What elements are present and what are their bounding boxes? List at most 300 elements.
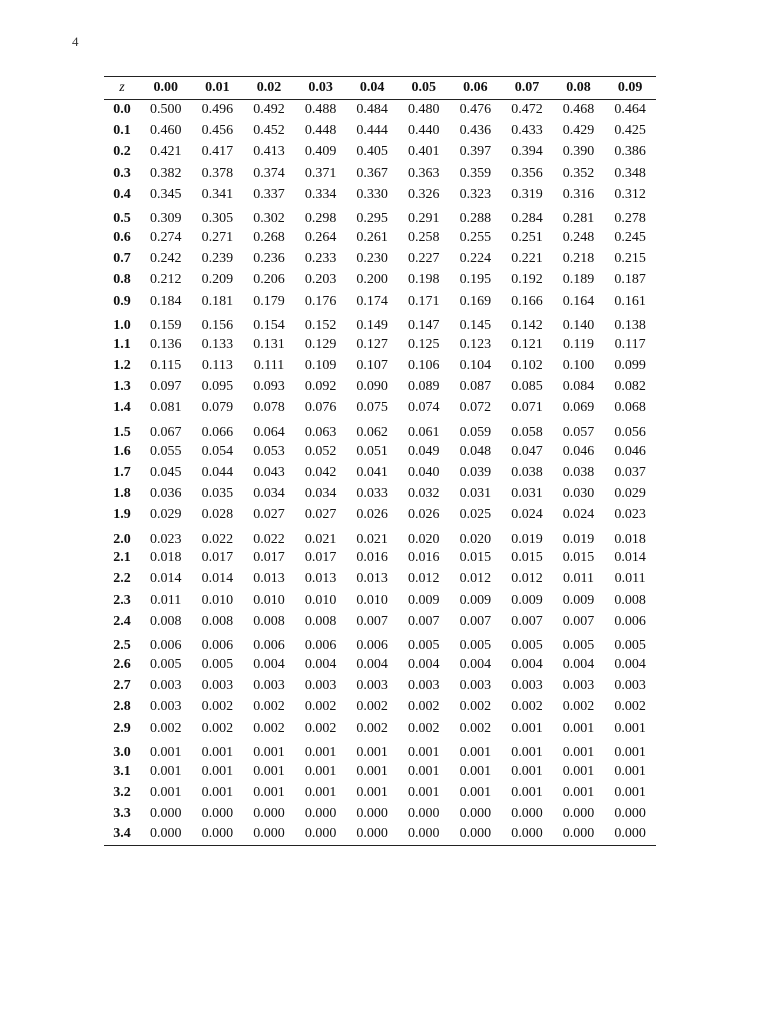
table-cell: 0.382 <box>150 165 182 181</box>
table-row <box>104 782 656 803</box>
table-cell: 0.007 <box>511 613 543 629</box>
table-cell: 0.003 <box>253 678 285 694</box>
table-cell: 0.003 <box>511 678 543 694</box>
table-cell: 0.394 <box>511 144 543 160</box>
table-cell: 0.013 <box>356 571 388 587</box>
table-cell: 0.017 <box>253 550 285 566</box>
table-cell: 0.363 <box>408 165 440 181</box>
table-cell: 0.440 <box>408 123 440 139</box>
table-cell: 0.298 <box>304 211 337 227</box>
table-cell: 0.024 <box>562 507 595 523</box>
table-cell: 0.028 <box>201 507 234 523</box>
table-cell: 0.174 <box>356 293 388 309</box>
table-cell: 0.397 <box>459 144 492 160</box>
table-cell: 0.076 <box>304 400 337 416</box>
table-cell: 0.345 <box>150 186 182 202</box>
table-cell: 0.002 <box>253 699 285 715</box>
table-cell: 0.000 <box>408 806 440 822</box>
table-cell: 0.189 <box>562 272 595 288</box>
table-row <box>104 761 656 782</box>
table-row <box>104 227 656 248</box>
row-header-z: 0.1 <box>113 123 131 139</box>
table-cell: 0.425 <box>614 123 646 139</box>
table-cell: 0.001 <box>511 784 543 800</box>
table-cell: 0.159 <box>150 318 182 334</box>
table-cell: 0.171 <box>408 293 440 309</box>
table-cell: 0.111 <box>253 357 285 373</box>
table-cell: 0.002 <box>459 720 492 736</box>
table-row <box>104 312 656 334</box>
table-cell: 0.309 <box>150 211 182 227</box>
table-cell: 0.084 <box>562 379 595 395</box>
table-row <box>104 249 656 270</box>
table-cell: 0.001 <box>150 763 182 779</box>
table-cell: 0.436 <box>459 123 492 139</box>
table-cell: 0.004 <box>304 657 337 673</box>
column-header: 0.06 <box>450 77 502 100</box>
table-cell: 0.147 <box>408 318 440 334</box>
table-cell: 0.179 <box>253 293 285 309</box>
table-row <box>104 377 656 398</box>
table-cell: 0.014 <box>150 571 182 587</box>
table-cell: 0.031 <box>459 485 492 501</box>
table-cell: 0.039 <box>459 464 492 480</box>
table-cell: 0.008 <box>150 613 182 629</box>
column-header: 0.03 <box>295 77 347 100</box>
column-header: 0.05 <box>398 77 450 100</box>
table-cell: 0.020 <box>459 531 492 547</box>
table-cell: 0.026 <box>356 507 388 523</box>
column-header: 0.01 <box>192 77 244 100</box>
table-cell: 0.001 <box>511 745 543 761</box>
table-cell: 0.476 <box>459 102 492 118</box>
table-cell: 0.107 <box>356 357 388 373</box>
row-header-z: 0.2 <box>113 144 131 160</box>
table-cell: 0.062 <box>356 424 388 440</box>
row-header-z: 2.4 <box>113 613 131 629</box>
table-cell: 0.187 <box>614 272 646 288</box>
table-row <box>104 205 656 227</box>
table-cell: 0.054 <box>201 443 234 459</box>
table-cell: 0.002 <box>304 699 337 715</box>
table-cell: 0.142 <box>511 318 543 334</box>
table-cell: 0.000 <box>562 806 595 822</box>
table-cell: 0.004 <box>253 657 285 673</box>
table-cell: 0.000 <box>253 806 285 822</box>
table-cell: 0.017 <box>201 550 234 566</box>
table-cell: 0.198 <box>408 272 440 288</box>
table-cell: 0.000 <box>459 806 492 822</box>
row-header-z: 0.3 <box>113 165 131 181</box>
table-cell: 0.156 <box>201 318 234 334</box>
table-cell: 0.181 <box>201 293 234 309</box>
table-cell: 0.008 <box>201 613 234 629</box>
table-cell: 0.115 <box>150 357 182 373</box>
row-header-z: 0.5 <box>113 211 131 227</box>
table-cell: 0.274 <box>150 230 182 246</box>
table-cell: 0.000 <box>304 806 337 822</box>
table-row <box>104 505 656 526</box>
table-cell: 0.460 <box>150 123 182 139</box>
table-cell: 0.007 <box>459 613 492 629</box>
table-cell: 0.001 <box>511 720 543 736</box>
table-cell: 0.488 <box>304 102 337 118</box>
table-cell: 0.035 <box>201 485 234 501</box>
table-cell: 0.001 <box>614 745 646 761</box>
table-cell: 0.000 <box>614 806 646 822</box>
table-cell: 0.390 <box>562 144 595 160</box>
table-cell: 0.099 <box>614 357 646 373</box>
table-cell: 0.001 <box>356 763 388 779</box>
table-cell: 0.209 <box>201 272 234 288</box>
table-cell: 0.008 <box>253 613 285 629</box>
table-cell: 0.102 <box>511 357 543 373</box>
table-cell: 0.000 <box>150 806 182 822</box>
table-cell: 0.045 <box>150 464 182 480</box>
table-cell: 0.001 <box>356 745 388 761</box>
table-body <box>104 100 656 846</box>
table-cell: 0.405 <box>356 144 388 160</box>
row-header-z: 0.7 <box>113 251 131 267</box>
table-cell: 0.016 <box>356 550 388 566</box>
table-cell: 0.047 <box>511 443 543 459</box>
table-cell: 0.233 <box>304 251 337 267</box>
table-cell: 0.215 <box>614 251 646 267</box>
table-cell: 0.003 <box>201 678 234 694</box>
table-cell: 0.015 <box>562 550 595 566</box>
table-row <box>104 142 656 163</box>
row-header-z: 0.6 <box>113 230 131 246</box>
table-cell: 0.000 <box>201 806 234 822</box>
table-row <box>104 632 656 654</box>
table-cell: 0.018 <box>150 550 182 566</box>
table-cell: 0.023 <box>150 531 182 547</box>
table-cell: 0.378 <box>201 165 234 181</box>
table-cell: 0.022 <box>201 531 234 547</box>
table-cell: 0.095 <box>201 379 234 395</box>
table-cell: 0.029 <box>614 485 646 501</box>
table-cell: 0.230 <box>356 251 388 267</box>
table-cell: 0.352 <box>562 165 595 181</box>
row-header-z: 2.7 <box>113 678 131 694</box>
table-cell: 0.005 <box>201 657 234 673</box>
table-cell: 0.176 <box>304 293 337 309</box>
table-row <box>104 548 656 569</box>
table-cell: 0.003 <box>150 699 182 715</box>
table-cell: 0.025 <box>459 507 492 523</box>
table-cell: 0.011 <box>150 592 182 608</box>
table-cell: 0.000 <box>356 806 388 822</box>
table-cell: 0.009 <box>459 592 492 608</box>
row-header-z: 0.0 <box>113 102 131 118</box>
table-cell: 0.001 <box>150 745 182 761</box>
table-cell: 0.106 <box>408 357 440 373</box>
table-cell: 0.456 <box>201 123 234 139</box>
table-row <box>104 419 656 441</box>
table-cell: 0.005 <box>614 638 646 654</box>
table-cell: 0.284 <box>511 211 543 227</box>
table-cell: 0.010 <box>253 592 285 608</box>
table-cell: 0.281 <box>562 211 595 227</box>
table-cell: 0.069 <box>562 400 595 416</box>
table-cell: 0.006 <box>304 638 337 654</box>
table-cell: 0.036 <box>150 485 182 501</box>
table-cell: 0.072 <box>459 400 492 416</box>
table-cell: 0.001 <box>201 745 234 761</box>
table-cell: 0.046 <box>562 443 595 459</box>
row-header-z: 1.4 <box>113 400 131 416</box>
table-cell: 0.337 <box>253 186 285 202</box>
z-column-header: z <box>104 77 140 100</box>
table-cell: 0.145 <box>459 318 492 334</box>
table-cell: 0.316 <box>562 186 595 202</box>
table-cell: 0.053 <box>253 443 285 459</box>
table-cell: 0.067 <box>150 424 182 440</box>
row-header-z: 2.5 <box>113 638 131 654</box>
table-cell: 0.023 <box>614 507 646 523</box>
table-row <box>104 825 656 846</box>
table-cell: 0.001 <box>253 784 285 800</box>
table-cell: 0.109 <box>304 357 337 373</box>
table-cell: 0.133 <box>201 336 234 352</box>
table-cell: 0.305 <box>201 211 234 227</box>
table-cell: 0.000 <box>450 825 502 846</box>
table-cell: 0.006 <box>201 638 234 654</box>
table-cell: 0.464 <box>614 102 646 118</box>
table-cell: 0.049 <box>408 443 440 459</box>
table-cell: 0.100 <box>562 357 595 373</box>
table-cell: 0.492 <box>253 102 285 118</box>
table-cell: 0.002 <box>459 699 492 715</box>
table-cell: 0.085 <box>511 379 543 395</box>
table-cell: 0.033 <box>356 485 388 501</box>
table-cell: 0.078 <box>253 400 285 416</box>
table-cell: 0.002 <box>511 699 543 715</box>
table-cell: 0.005 <box>562 638 595 654</box>
table-cell: 0.008 <box>614 592 646 608</box>
row-header-z: 1.8 <box>113 485 131 501</box>
table-cell: 0.013 <box>304 571 337 587</box>
table-cell: 0.323 <box>459 186 492 202</box>
table-cell: 0.013 <box>253 571 285 587</box>
table-cell: 0.026 <box>408 507 440 523</box>
table-cell: 0.000 <box>243 825 295 846</box>
table-cell: 0.010 <box>356 592 388 608</box>
table-cell: 0.056 <box>614 424 646 440</box>
table-cell: 0.027 <box>253 507 285 523</box>
row-header-z: 3.3 <box>113 806 131 822</box>
table-cell: 0.015 <box>511 550 543 566</box>
table-cell: 0.003 <box>304 678 337 694</box>
table-cell: 0.001 <box>459 745 492 761</box>
table-row <box>104 654 656 675</box>
table-cell: 0.312 <box>614 186 646 202</box>
table-cell: 0.119 <box>563 336 595 352</box>
table-cell: 0.000 <box>501 825 553 846</box>
table-cell: 0.090 <box>356 379 388 395</box>
table-cell: 0.184 <box>150 293 182 309</box>
table-row <box>104 355 656 376</box>
table-cell: 0.020 <box>408 531 440 547</box>
table-cell: 0.001 <box>201 784 234 800</box>
table-cell: 0.000 <box>398 825 450 846</box>
table-cell: 0.019 <box>511 531 543 547</box>
table-cell: 0.001 <box>562 720 595 736</box>
table-row <box>104 483 656 504</box>
table-cell: 0.480 <box>408 102 440 118</box>
table-cell: 0.009 <box>562 592 595 608</box>
table-cell: 0.009 <box>408 592 440 608</box>
table-cell: 0.417 <box>201 144 234 160</box>
table-cell: 0.251 <box>511 230 543 246</box>
table-cell: 0.010 <box>201 592 234 608</box>
table-cell: 0.001 <box>356 784 388 800</box>
table-cell: 0.001 <box>408 784 440 800</box>
table-cell: 0.131 <box>253 336 285 352</box>
table-cell: 0.227 <box>408 251 440 267</box>
table-cell: 0.029 <box>150 507 182 523</box>
table-cell: 0.012 <box>459 571 492 587</box>
table-cell: 0.138 <box>614 318 646 334</box>
table-cell: 0.003 <box>408 678 440 694</box>
table-cell: 0.002 <box>150 720 182 736</box>
table-cell: 0.022 <box>253 531 285 547</box>
table-cell: 0.001 <box>150 784 182 800</box>
table-cell: 0.000 <box>346 825 398 846</box>
table-cell: 0.005 <box>408 638 440 654</box>
table-cell: 0.001 <box>201 763 234 779</box>
table-cell: 0.127 <box>356 336 388 352</box>
row-header-z: 0.8 <box>113 272 131 288</box>
table-cell: 0.433 <box>511 123 543 139</box>
table-cell: 0.374 <box>253 165 285 181</box>
table-row <box>104 163 656 184</box>
table-cell: 0.264 <box>304 230 337 246</box>
table-cell: 0.087 <box>459 379 492 395</box>
table-cell: 0.330 <box>356 186 388 202</box>
table-cell: 0.021 <box>304 531 337 547</box>
table-row <box>104 590 656 611</box>
table-cell: 0.032 <box>408 485 440 501</box>
table-cell: 0.093 <box>253 379 285 395</box>
row-header-z: 1.3 <box>113 379 131 395</box>
table-cell: 0.074 <box>408 400 440 416</box>
table-cell: 0.001 <box>459 763 492 779</box>
table-cell: 0.203 <box>304 272 337 288</box>
table-cell: 0.002 <box>614 699 646 715</box>
table-cell: 0.401 <box>408 144 440 160</box>
table-cell: 0.152 <box>304 318 337 334</box>
column-header: 0.00 <box>140 77 192 100</box>
table-cell: 0.079 <box>201 400 234 416</box>
table-cell: 0.242 <box>150 251 182 267</box>
table-cell: 0.082 <box>614 379 646 395</box>
table-cell: 0.413 <box>253 144 285 160</box>
table-cell: 0.017 <box>304 550 337 566</box>
table-cell: 0.000 <box>295 825 347 846</box>
row-header-z: 0.9 <box>113 293 131 309</box>
table-cell: 0.055 <box>150 443 182 459</box>
table-cell: 0.002 <box>356 720 388 736</box>
table-cell: 0.005 <box>150 657 182 673</box>
table-cell: 0.008 <box>304 613 337 629</box>
row-header-z: 1.7 <box>113 464 131 480</box>
table-cell: 0.104 <box>459 357 492 373</box>
table-cell: 0.001 <box>304 763 337 779</box>
table-cell: 0.006 <box>150 638 182 654</box>
table-cell: 0.409 <box>304 144 337 160</box>
table-row <box>104 739 656 761</box>
table-cell: 0.326 <box>408 186 440 202</box>
row-header-z: 3.1 <box>113 763 131 779</box>
table-cell: 0.429 <box>562 123 595 139</box>
row-header-z: 2.0 <box>113 531 131 547</box>
table-cell: 0.166 <box>511 293 543 309</box>
table-cell: 0.063 <box>304 424 337 440</box>
table-cell: 0.006 <box>614 613 646 629</box>
table-cell: 0.038 <box>562 464 595 480</box>
row-header-z: 2.8 <box>113 699 131 715</box>
table-cell: 0.319 <box>511 186 543 202</box>
table-cell: 0.043 <box>253 464 285 480</box>
row-header-z: 3.4 <box>104 825 140 846</box>
table-cell: 0.007 <box>356 613 388 629</box>
table-cell: 0.164 <box>562 293 595 309</box>
table-row <box>104 462 656 483</box>
row-header-z: 1.0 <box>113 318 131 334</box>
table-cell: 0.003 <box>150 678 182 694</box>
column-header: 0.09 <box>604 77 656 100</box>
header-row <box>104 77 656 100</box>
table-cell: 0.002 <box>562 699 595 715</box>
table-cell: 0.261 <box>356 230 388 246</box>
table-cell: 0.041 <box>356 464 388 480</box>
table-cell: 0.021 <box>356 531 388 547</box>
table-cell: 0.278 <box>614 211 646 227</box>
table-cell: 0.000 <box>511 806 543 822</box>
table-cell: 0.221 <box>511 251 543 267</box>
table-cell: 0.371 <box>304 165 337 181</box>
table-cell: 0.075 <box>356 400 388 416</box>
table-cell: 0.212 <box>150 272 182 288</box>
table-cell: 0.129 <box>304 336 337 352</box>
table-cell: 0.154 <box>253 318 285 334</box>
table-cell: 0.001 <box>408 763 440 779</box>
row-header-z: 1.2 <box>113 357 131 373</box>
table-cell: 0.009 <box>511 592 543 608</box>
table-row <box>104 184 656 205</box>
table-row <box>104 100 656 121</box>
table-cell: 0.058 <box>511 424 543 440</box>
table-cell: 0.015 <box>459 550 492 566</box>
table-cell: 0.066 <box>201 424 234 440</box>
table-cell: 0.081 <box>150 400 182 416</box>
table-cell: 0.097 <box>150 379 182 395</box>
table-cell: 0.012 <box>511 571 543 587</box>
table-cell: 0.001 <box>253 763 285 779</box>
table-cell: 0.001 <box>614 763 646 779</box>
table-cell: 0.136 <box>150 336 182 352</box>
table-cell: 0.071 <box>511 400 543 416</box>
table-cell: 0.003 <box>356 678 388 694</box>
table-cell: 0.291 <box>408 211 440 227</box>
table-cell: 0.206 <box>253 272 285 288</box>
table-cell: 0.224 <box>459 251 492 267</box>
row-header-z: 1.1 <box>113 336 131 352</box>
table-cell: 0.386 <box>614 144 646 160</box>
table-cell: 0.052 <box>304 443 337 459</box>
table-cell: 0.245 <box>614 230 646 246</box>
